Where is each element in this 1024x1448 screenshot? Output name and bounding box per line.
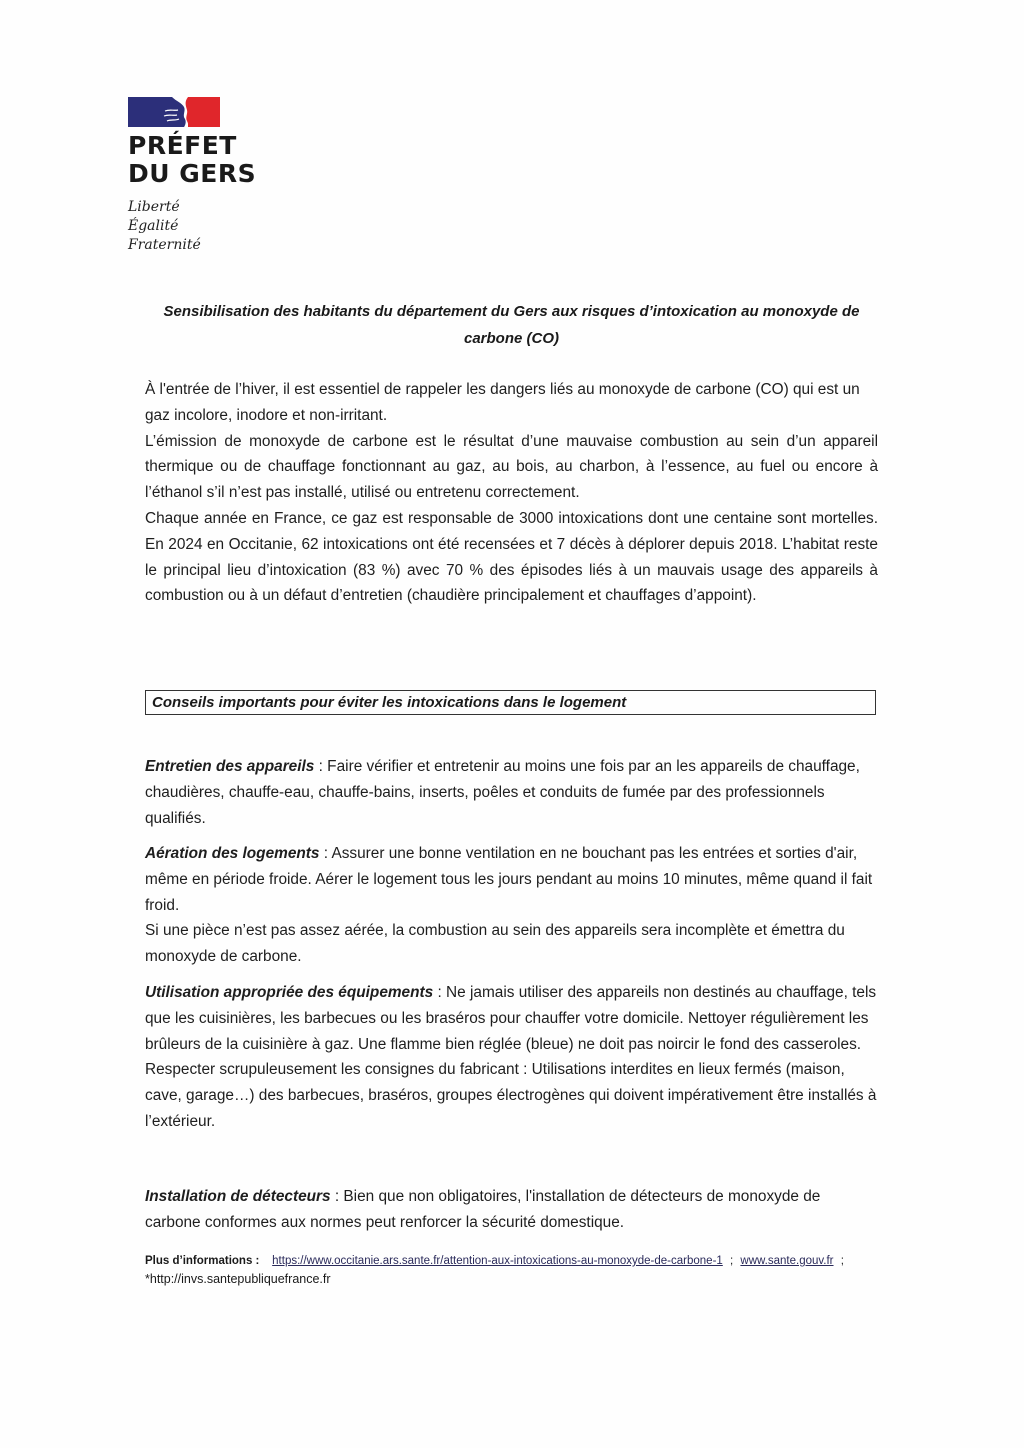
separator: ; [840, 1255, 844, 1267]
advice-detectors [145, 1184, 880, 1236]
intro-paragraph-1: À l'entrée de l’hiver, il est essentiel de rappeler les dangers liés au monoxyde de carbone (CO) qui est un gaz incolore, inodore et non-irritant. [145, 381, 860, 424]
more-info-footer [145, 1252, 885, 1288]
prefet-line2: DU GERS [128, 159, 257, 188]
advice-text: : Faire vérifier et entretenir au moins une fois par an les appareils de chauffage, chaudières, chauffe-eau, chauffe-bains, inserts, poêles et conduits de fumée par des professionnels qualifiés. [145, 758, 860, 827]
advice-extra: Respecter scrupuleusement les consignes du fabricant : Utilisations interdites en lieux fermés (maison, cave, garage…) des barbecues, braséros, groupes électrogènes qui doivent impérativement être installés à l’extérieur. [145, 1061, 877, 1130]
motto-fraternite: Fraternité [128, 237, 201, 253]
separator: ; [730, 1255, 734, 1267]
advice-lead: Entretien des appareils [145, 758, 315, 775]
advice-lead: Aération des logements [145, 845, 320, 862]
republic-motto [128, 198, 298, 255]
marianne-flag-icon [128, 97, 220, 127]
intro-paragraph-2: L’émission de monoxyde de carbone est le résultat d’une mauvaise combustion au sein d’un appareil thermique ou de chauffage fonctionnant au gaz, au bois, au charbon, à l’essence, au fuel ou encore à l’éthanol s’il n’est pas installé, utilisé ou entretenu correctement. [145, 432, 878, 502]
advice-lead: Installation de détecteurs [145, 1188, 331, 1205]
advice-maintenance [145, 754, 880, 831]
advice-extra: Si une pièce n’est pas assez aérée, la combustion au sein des appareils sera incomplète et émettra du monoxyde de carbone. [145, 922, 845, 966]
advice-text: : Bien que non obligatoires, l'installation de détecteurs de monoxyde de carbone conformes aux normes peut renforcer la sécurité domestique. [145, 1188, 821, 1231]
footer-note: *http://invs.santepubliquefrance.fr [145, 1272, 331, 1286]
advice-equipment-use [145, 980, 880, 1135]
section-heading-box: Conseils importants pour éviter les intoxications dans le logement [145, 690, 876, 715]
sante-gouv-link[interactable]: www.sante.gouv.fr [740, 1255, 834, 1267]
more-info-label: Plus d’informations : [145, 1255, 260, 1267]
advice-ventilation [145, 841, 880, 970]
advice-text: : Assurer une bonne ventilation en ne bouchant pas les entrées et sorties d'air, même en période froide. Aérer le logement tous les jours pendant au moins 10 minutes, même quand il fait froid. [145, 845, 873, 914]
document-title: Sensibilisation des habitants du département du Gers aux risques d’intoxication au monoxyde de carbone (CO) [163, 303, 860, 347]
ars-occitanie-link[interactable]: https://www.occitanie.ars.sante.fr/attention-aux-intoxications-au-monoxyde-de-carbone-1 [272, 1255, 723, 1267]
motto-liberte: Liberté [128, 199, 180, 215]
intro-paragraph-3: Chaque année en France, ce gaz est responsable de 3000 intoxications dont une centaine sont mortelles. En 2024 en Occitanie, 62 intoxications ont été recensées et 7 décès à déplorer depuis 2018. L’habitat reste le principal lieu d’intoxication (83 %) avec 70 % des épisodes liés à un mauvais usage des appareils à combustion ou à un défaut d’entretien (chaudière principalement et chauffages d’appoint). [145, 509, 878, 605]
advice-text: : Ne jamais utiliser des appareils non destinés au chauffage, tels que les cuisinières, les barbecues ou les braséros pour chauffer votre domicile. Nettoyer régulièrement les brûleurs de la cuisinière à gaz. Une flamme bien réglée (bleue) ne doit pas noircir le fond des casseroles. [145, 984, 877, 1053]
intro-section [145, 377, 878, 609]
prefet-logo [128, 97, 298, 255]
advice-lead: Utilisation appropriée des équipements [145, 984, 434, 1001]
prefet-line1: PRÉFET [128, 131, 237, 160]
prefet-name [128, 132, 298, 188]
motto-egalite: Égalité [128, 218, 179, 234]
